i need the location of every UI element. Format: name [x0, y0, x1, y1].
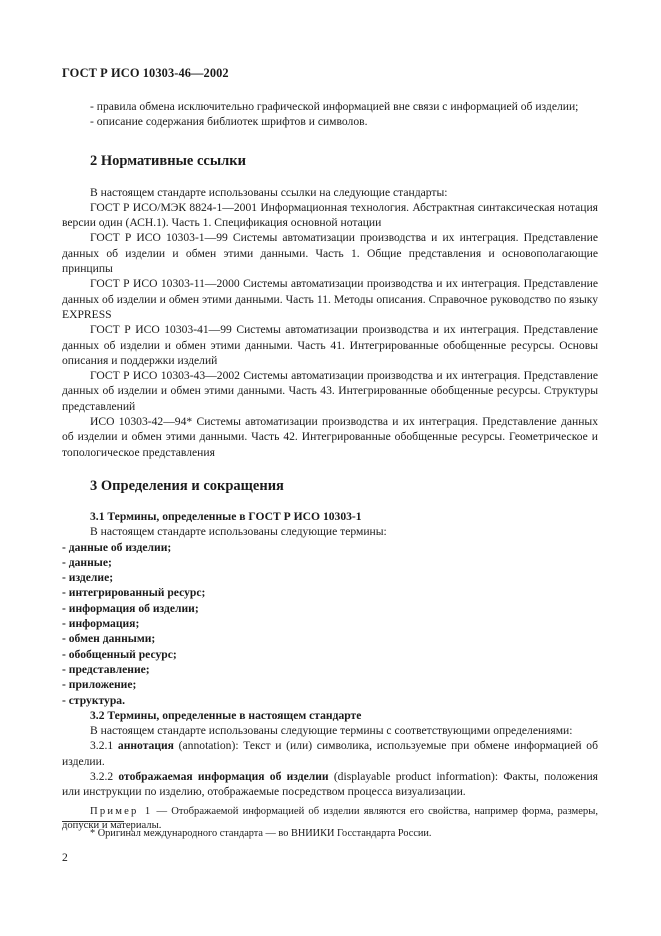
- term-item: - представление;: [62, 662, 150, 676]
- subsection-heading: 3.1 Термины, определенные в ГОСТ Р ИСО 10303-1: [90, 509, 362, 523]
- footnote: * Оригинал международного стандарта — во ВНИИКИ Госстандарта России.: [90, 828, 432, 839]
- term-item: - интегрированный ресурс;: [62, 586, 206, 600]
- definition-item: [62, 769, 598, 800]
- example-text: — Отображаемой информацией об изделии являются его свойства, например форма, размеры, допуски и материалы.: [62, 805, 598, 832]
- definition-term: аннотация: [117, 739, 174, 753]
- reference-item: ГОСТ Р ИСО 10303-1—99 Системы автоматизации производства и их интеграция. Представление данных об изделии и обмен этими данными. Часть 1. Общие представления и основополагающие принципы: [62, 231, 598, 276]
- reference-item: ГОСТ Р ИСО/МЭК 8824-1—2001 Информационная технология. Абстрактная синтаксическая нотация версии один (АСН.1). Часть 1. Спецификация основной нотации: [62, 200, 598, 230]
- term-item: - данные об изделии;: [62, 540, 172, 554]
- definition-number: 3.2.2: [90, 769, 114, 783]
- section-heading-definitions: 3 Определения и сокращения: [90, 477, 284, 494]
- definition-text: (displayable product information): Факты, положения или инструкции по изделию, отображаемые посредством процесса визуализации.: [62, 769, 598, 799]
- section-heading-references: 2 Нормативные ссылки: [90, 152, 246, 169]
- reference-item: ИСО 10303-42—94* Системы автоматизации производства и их интеграция. Представление данных об изделии и обмен этими данными. Часть 42. Интегрированные обобщенные ресурсы. Геометрическое и топологическое представления: [62, 415, 598, 459]
- term-item: - изделие;: [62, 571, 114, 585]
- term-item: - информация об изделии;: [62, 601, 199, 615]
- example-label: Пример 1: [90, 805, 153, 817]
- definition-item: [62, 738, 598, 769]
- term-item: - данные;: [62, 555, 112, 569]
- term-item: - обмен данными;: [62, 632, 156, 646]
- page-header: ГОСТ Р ИСО 10303-46—2002: [62, 66, 229, 80]
- term-item: - структура.: [62, 693, 125, 707]
- term-item: - обобщенный ресурс;: [62, 647, 177, 661]
- intro-item: - описание содержания библиотек шрифтов и символов.: [90, 115, 368, 129]
- subsection-intro: В настоящем стандарте использованы следующие термины с соответствующими определениями:: [90, 724, 573, 738]
- page-number: 2: [62, 851, 68, 864]
- term-item: - информация;: [62, 617, 140, 631]
- subsection-heading: 3.2 Термины, определенные в настоящем стандарте: [90, 708, 362, 722]
- reference-item: ГОСТ Р ИСО 10303-11—2000 Системы автоматизации производства и их интеграция. Представление данных об изделии и обмен этими данными. Часть 11. Методы описания. Справочное руководство по языку EXPRESS: [62, 277, 598, 321]
- subsection-intro: В настоящем стандарте использованы следующие термины:: [90, 525, 387, 539]
- definition-text: (annotation): Текст и (или) символика, используемые при обмене информацией об изделии.: [62, 739, 598, 768]
- reference-item: ГОСТ Р ИСО 10303-41—99 Системы автоматизации производства и их интеграция. Представление данных об изделии и обмен этими данными. Часть 41. Интегрированные обобщенные ресурсы. Основы описания и поддержки изделий: [62, 323, 598, 367]
- footnote-divider: [62, 821, 124, 822]
- references-intro: В настоящем стандарте использованы ссылки на следующие стандарты:: [90, 185, 448, 199]
- definition-number: 3.2.1: [90, 739, 114, 753]
- reference-item: ГОСТ Р ИСО 10303-43—2002 Системы автоматизации производства и их интеграция. Представление данных об изделии и обмен этими данными. Часть 43. Интегрированные обобщенные ресурсы. Структуры представлений: [62, 369, 598, 413]
- definition-term: отображаемая информация об изделии: [118, 769, 329, 783]
- intro-item: - правила обмена исключительно графической информацией вне связи с информацией об изделии;: [90, 100, 579, 113]
- page-content: [62, 99, 598, 834]
- term-item: - приложение;: [62, 678, 137, 692]
